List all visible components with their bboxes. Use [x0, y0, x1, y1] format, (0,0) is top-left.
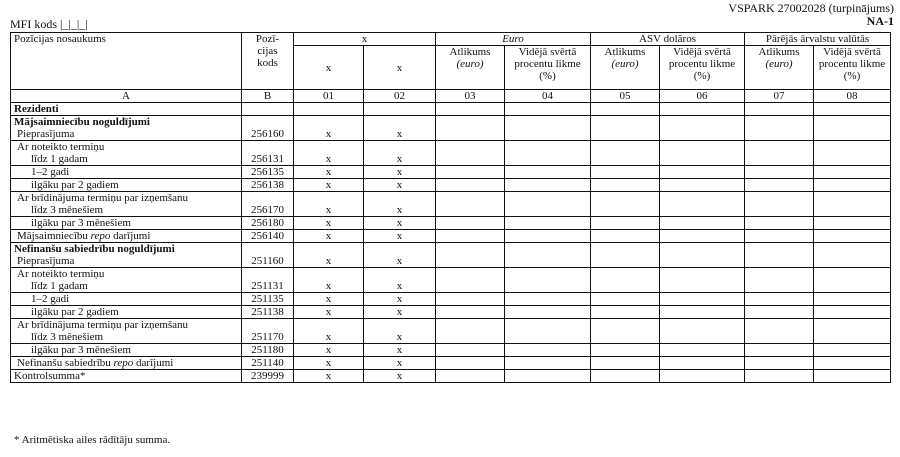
value-cell[interactable] — [814, 153, 891, 166]
value-cell[interactable] — [660, 179, 745, 192]
value-cell[interactable] — [591, 103, 660, 116]
table-row — [11, 268, 891, 281]
mfi-code-label: MFI kods |_|_|_| — [10, 17, 88, 31]
value-cell[interactable] — [745, 116, 814, 129]
value-cell[interactable] — [745, 255, 814, 268]
value-cell[interactable] — [745, 128, 814, 141]
value-cell[interactable] — [660, 293, 745, 306]
row-x1-cell: x — [294, 230, 364, 243]
value-cell[interactable] — [814, 319, 891, 332]
value-cell[interactable] — [745, 268, 814, 281]
value-cell[interactable] — [745, 179, 814, 192]
value-cell[interactable] — [660, 344, 745, 357]
col-euro-rate: Vidējā svērtā procentu likme (%) — [505, 46, 591, 90]
value-cell[interactable] — [505, 344, 591, 357]
row-x1-cell — [294, 141, 364, 154]
value-cell[interactable] — [591, 344, 660, 357]
row-name: Ar noteikto termiņu — [11, 141, 242, 154]
row-x2-cell — [364, 243, 436, 256]
value-cell[interactable] — [436, 204, 505, 217]
col-other-group: Pārējās ārvalstu valūtās — [745, 33, 891, 46]
value-cell[interactable] — [814, 306, 891, 319]
row-code: 256180 — [242, 217, 294, 230]
row-x1-cell: x — [294, 280, 364, 293]
row-name: Rezidenti — [11, 103, 242, 116]
row-x2-cell — [364, 103, 436, 116]
value-cell[interactable] — [591, 293, 660, 306]
value-cell[interactable] — [505, 217, 591, 230]
value-cell[interactable] — [591, 319, 660, 332]
table-row — [11, 370, 891, 383]
row-name: 1–2 gadi — [11, 166, 242, 179]
value-cell[interactable] — [814, 204, 891, 217]
table-row — [11, 179, 891, 192]
value-cell[interactable] — [660, 331, 745, 344]
value-cell[interactable] — [814, 217, 891, 230]
row-x2-cell: x — [364, 230, 436, 243]
row-name: Nefinanšu sabiedrību repo darījumi — [11, 357, 242, 370]
value-cell[interactable] — [436, 344, 505, 357]
row-name: Pieprasījuma — [11, 128, 242, 141]
column-letters-row — [11, 90, 891, 103]
row-name: līdz 3 mēnešiem — [11, 331, 242, 344]
row-x1-cell: x — [294, 166, 364, 179]
row-name: ilgāku par 2 gadiem — [11, 179, 242, 192]
value-cell[interactable] — [745, 204, 814, 217]
column-letter: 06 — [660, 90, 745, 103]
value-cell[interactable] — [745, 243, 814, 256]
row-code: 256135 — [242, 166, 294, 179]
row-x2-cell: x — [364, 306, 436, 319]
value-cell[interactable] — [505, 280, 591, 293]
col-usd-group: ASV dolāros — [591, 33, 745, 46]
value-cell[interactable] — [505, 204, 591, 217]
row-code: 251170 — [242, 331, 294, 344]
value-cell[interactable] — [505, 370, 591, 383]
value-cell[interactable] — [436, 179, 505, 192]
row-x2-cell: x — [364, 166, 436, 179]
column-letter: 02 — [364, 90, 436, 103]
value-cell[interactable] — [814, 344, 891, 357]
row-name: līdz 1 gadam — [11, 280, 242, 293]
value-cell[interactable] — [505, 192, 591, 205]
row-x2-cell — [364, 319, 436, 332]
column-letter: 05 — [591, 90, 660, 103]
row-x1-cell: x — [294, 204, 364, 217]
value-cell[interactable] — [505, 179, 591, 192]
row-x1-cell — [294, 243, 364, 256]
table-row — [11, 116, 891, 129]
value-cell[interactable] — [436, 293, 505, 306]
row-code: 251135 — [242, 293, 294, 306]
value-cell[interactable] — [591, 268, 660, 281]
form-header — [728, 2, 894, 28]
table-row — [11, 243, 891, 256]
value-cell[interactable] — [745, 331, 814, 344]
value-cell[interactable] — [591, 128, 660, 141]
value-cell[interactable] — [660, 306, 745, 319]
col-euro-balance: Atlikums (euro) — [436, 46, 505, 90]
row-code — [242, 116, 294, 129]
value-cell[interactable] — [814, 103, 891, 116]
row-x1-cell: x — [294, 128, 364, 141]
row-x2-cell: x — [364, 293, 436, 306]
value-cell[interactable] — [660, 128, 745, 141]
value-cell[interactable] — [660, 255, 745, 268]
col-code-header: Pozī- cijas kods — [242, 33, 294, 90]
row-x1-cell: x — [294, 331, 364, 344]
row-x1-cell — [294, 103, 364, 116]
value-cell[interactable] — [505, 319, 591, 332]
value-cell[interactable] — [814, 293, 891, 306]
row-name: Nefinanšu sabiedrību noguldījumi — [11, 243, 242, 256]
row-x1-cell — [294, 116, 364, 129]
value-cell[interactable] — [436, 268, 505, 281]
value-cell[interactable] — [814, 192, 891, 205]
value-cell[interactable] — [436, 116, 505, 129]
value-cell[interactable] — [436, 370, 505, 383]
row-x2-cell: x — [364, 204, 436, 217]
table-row — [11, 103, 891, 116]
row-x2-cell: x — [364, 128, 436, 141]
column-letter: 07 — [745, 90, 814, 103]
row-code: 256170 — [242, 204, 294, 217]
value-cell[interactable] — [436, 306, 505, 319]
table-row — [11, 128, 891, 141]
col-other-rate: Vidējā svērtā procentu likme (%) — [814, 46, 891, 90]
value-cell[interactable] — [505, 255, 591, 268]
row-code: 251140 — [242, 357, 294, 370]
value-cell[interactable] — [591, 204, 660, 217]
row-x2-cell: x — [364, 344, 436, 357]
table-row — [11, 255, 891, 268]
column-letter: 04 — [505, 90, 591, 103]
table-row — [11, 153, 891, 166]
value-cell[interactable] — [745, 344, 814, 357]
row-name: ilgāku par 2 gadiem — [11, 306, 242, 319]
table-row — [11, 280, 891, 293]
row-x1-cell: x — [294, 344, 364, 357]
value-cell[interactable] — [814, 141, 891, 154]
row-code: 251160 — [242, 255, 294, 268]
value-cell[interactable] — [660, 103, 745, 116]
column-letter: 01 — [294, 90, 364, 103]
deposits-table — [10, 32, 891, 383]
value-cell[interactable] — [591, 230, 660, 243]
sheet-code: NA-1 — [866, 14, 894, 28]
row-x2-cell: x — [364, 280, 436, 293]
value-cell[interactable] — [591, 153, 660, 166]
value-cell[interactable] — [814, 166, 891, 179]
value-cell[interactable] — [505, 243, 591, 256]
row-x2-cell: x — [364, 331, 436, 344]
value-cell[interactable] — [505, 268, 591, 281]
row-x1-cell: x — [294, 306, 364, 319]
row-x2-cell: x — [364, 153, 436, 166]
value-cell[interactable] — [436, 243, 505, 256]
value-cell[interactable] — [436, 280, 505, 293]
table-row — [11, 331, 891, 344]
row-x2-cell: x — [364, 357, 436, 370]
row-code: 256138 — [242, 179, 294, 192]
value-cell[interactable] — [591, 116, 660, 129]
col-euro-group: Euro — [436, 33, 591, 46]
row-name: Ar brīdinājuma termiņu par izņemšanu — [11, 192, 242, 205]
value-cell[interactable] — [814, 116, 891, 129]
value-cell[interactable] — [505, 230, 591, 243]
value-cell[interactable] — [505, 128, 591, 141]
value-cell[interactable] — [745, 217, 814, 230]
row-x2-cell: x — [364, 370, 436, 383]
row-name: Ar noteikto termiņu — [11, 268, 242, 281]
value-cell[interactable] — [745, 103, 814, 116]
row-x1-cell — [294, 268, 364, 281]
value-cell[interactable] — [436, 141, 505, 154]
value-cell[interactable] — [745, 141, 814, 154]
col-usd-balance: Atlikums (euro) — [591, 46, 660, 90]
value-cell[interactable] — [505, 357, 591, 370]
row-code: 251180 — [242, 344, 294, 357]
value-cell[interactable] — [591, 243, 660, 256]
row-x2-cell — [364, 192, 436, 205]
row-x2-cell — [364, 268, 436, 281]
col-name-header: Pozīcijas nosaukums — [11, 33, 242, 90]
row-x1-cell: x — [294, 153, 364, 166]
value-cell[interactable] — [505, 306, 591, 319]
row-x1-cell: x — [294, 217, 364, 230]
value-cell[interactable] — [436, 166, 505, 179]
table-row — [11, 192, 891, 205]
value-cell[interactable] — [660, 357, 745, 370]
table-row — [11, 166, 891, 179]
value-cell[interactable] — [745, 319, 814, 332]
column-letter: 03 — [436, 90, 505, 103]
value-cell[interactable] — [814, 370, 891, 383]
form-code: VSPARK 27002028 (turpinājums) — [728, 1, 894, 15]
value-cell[interactable] — [660, 280, 745, 293]
table-row — [11, 344, 891, 357]
table-row — [11, 357, 891, 370]
row-x1-cell: x — [294, 293, 364, 306]
footnote: * Aritmētiska ailes rādītāju summa. — [14, 434, 171, 446]
value-cell[interactable] — [814, 357, 891, 370]
value-cell[interactable] — [814, 230, 891, 243]
value-cell[interactable] — [745, 306, 814, 319]
row-name: ilgāku par 3 mēnešiem — [11, 217, 242, 230]
row-x1-cell: x — [294, 357, 364, 370]
value-cell[interactable] — [745, 230, 814, 243]
row-code — [242, 268, 294, 281]
column-letter: B — [242, 90, 294, 103]
table-row — [11, 141, 891, 154]
row-name: Mājsaimniecību noguldījumi — [11, 116, 242, 129]
value-cell[interactable] — [660, 319, 745, 332]
row-x2-cell — [364, 141, 436, 154]
col-other-balance: Atlikums (euro) — [745, 46, 814, 90]
row-x2-cell: x — [364, 179, 436, 192]
value-cell[interactable] — [591, 331, 660, 344]
row-code — [242, 192, 294, 205]
row-name: ilgāku par 3 mēnešiem — [11, 344, 242, 357]
value-cell[interactable] — [436, 230, 505, 243]
col-x2-header: x — [364, 46, 436, 90]
value-cell[interactable] — [505, 153, 591, 166]
value-cell[interactable] — [660, 204, 745, 217]
col-usd-rate: Vidējā svērtā procentu likme (%) — [660, 46, 745, 90]
value-cell[interactable] — [591, 255, 660, 268]
value-cell[interactable] — [505, 331, 591, 344]
column-letter: A — [11, 90, 242, 103]
value-cell[interactable] — [814, 179, 891, 192]
value-cell[interactable] — [505, 141, 591, 154]
row-x2-cell — [364, 116, 436, 129]
value-cell[interactable] — [745, 370, 814, 383]
value-cell[interactable] — [436, 331, 505, 344]
value-cell[interactable] — [660, 370, 745, 383]
row-x2-cell: x — [364, 217, 436, 230]
value-cell[interactable] — [591, 370, 660, 383]
value-cell[interactable] — [814, 243, 891, 256]
value-cell[interactable] — [814, 331, 891, 344]
value-cell[interactable] — [660, 192, 745, 205]
row-name: Kontrolsumma* — [11, 370, 242, 383]
row-code: 256131 — [242, 153, 294, 166]
value-cell[interactable] — [591, 280, 660, 293]
value-cell[interactable] — [436, 255, 505, 268]
value-cell[interactable] — [814, 255, 891, 268]
value-cell[interactable] — [505, 293, 591, 306]
value-cell[interactable] — [591, 179, 660, 192]
row-name: līdz 1 gadam — [11, 153, 242, 166]
row-name: 1–2 gadi — [11, 293, 242, 306]
row-code: 256140 — [242, 230, 294, 243]
row-x1-cell — [294, 192, 364, 205]
value-cell[interactable] — [591, 192, 660, 205]
value-cell[interactable] — [745, 192, 814, 205]
row-name: Mājsaimniecību repo darījumi — [11, 230, 242, 243]
row-code: 256160 — [242, 128, 294, 141]
value-cell[interactable] — [745, 153, 814, 166]
value-cell[interactable] — [436, 153, 505, 166]
table-body — [11, 103, 891, 383]
row-x1-cell: x — [294, 370, 364, 383]
value-cell[interactable] — [660, 268, 745, 281]
row-name: Pieprasījuma — [11, 255, 242, 268]
value-cell[interactable] — [591, 357, 660, 370]
value-cell[interactable] — [436, 192, 505, 205]
value-cell[interactable] — [660, 243, 745, 256]
value-cell[interactable] — [814, 128, 891, 141]
value-cell[interactable] — [660, 230, 745, 243]
row-x2-cell: x — [364, 255, 436, 268]
row-name: Ar brīdinājuma termiņu par izņemšanu — [11, 319, 242, 332]
value-cell[interactable] — [436, 103, 505, 116]
column-letter: 08 — [814, 90, 891, 103]
table-row — [11, 217, 891, 230]
value-cell[interactable] — [591, 166, 660, 179]
value-cell[interactable] — [591, 217, 660, 230]
value-cell[interactable] — [660, 116, 745, 129]
row-code: 239999 — [242, 370, 294, 383]
table-row — [11, 204, 891, 217]
value-cell[interactable] — [436, 319, 505, 332]
value-cell[interactable] — [814, 268, 891, 281]
table-row — [11, 306, 891, 319]
table-row — [11, 319, 891, 332]
value-cell[interactable] — [660, 166, 745, 179]
row-x1-cell: x — [294, 255, 364, 268]
row-code — [242, 319, 294, 332]
value-cell[interactable] — [745, 166, 814, 179]
row-x1-cell — [294, 319, 364, 332]
value-cell[interactable] — [660, 217, 745, 230]
row-name: līdz 3 mēnešiem — [11, 204, 242, 217]
row-code: 251138 — [242, 306, 294, 319]
value-cell[interactable] — [505, 116, 591, 129]
value-cell[interactable] — [745, 293, 814, 306]
row-code — [242, 243, 294, 256]
table-row — [11, 293, 891, 306]
value-cell[interactable] — [660, 141, 745, 154]
value-cell[interactable] — [591, 306, 660, 319]
value-cell[interactable] — [436, 217, 505, 230]
row-code — [242, 103, 294, 116]
table-row — [11, 230, 891, 243]
col-x1-header: x — [294, 46, 364, 90]
value-cell[interactable] — [591, 141, 660, 154]
value-cell[interactable] — [814, 280, 891, 293]
value-cell[interactable] — [745, 357, 814, 370]
row-code — [242, 141, 294, 154]
value-cell[interactable] — [660, 153, 745, 166]
value-cell[interactable] — [745, 280, 814, 293]
col-x-group: x — [294, 33, 436, 46]
row-x1-cell: x — [294, 179, 364, 192]
value-cell[interactable] — [505, 166, 591, 179]
value-cell[interactable] — [436, 128, 505, 141]
row-code: 251131 — [242, 280, 294, 293]
value-cell[interactable] — [505, 103, 591, 116]
value-cell[interactable] — [436, 357, 505, 370]
